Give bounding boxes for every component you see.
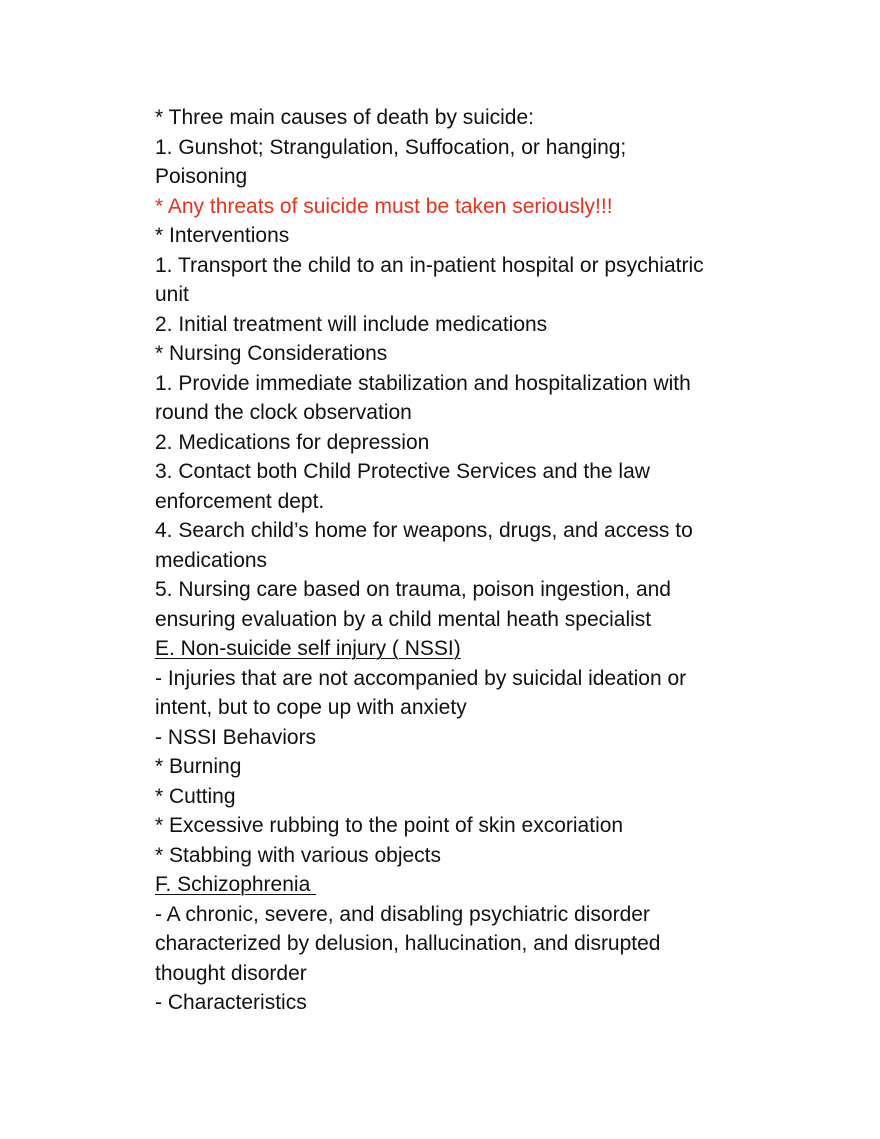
subheading-nssi-behaviors: - NSSI Behaviors (155, 725, 317, 749)
list-item-continuation: ensuring evaluation by a child mental heath specialist (155, 607, 652, 631)
list-item: 2. Initial treatment will include medications (155, 312, 548, 336)
bullet-item: * Cutting (155, 784, 236, 808)
bullet-item: * Stabbing with various objects (155, 843, 441, 867)
section-heading-nssi (155, 634, 795, 664)
definition-text-continuation: characterized by delusion, hallucination, and disrupted (155, 932, 661, 955)
list-item-continuation: medications (155, 548, 268, 572)
list-item: 5. Nursing care based on trauma, poison ingestion, and (155, 578, 671, 601)
notes-body (155, 103, 795, 1018)
definition-text: - Injuries that are not accompanied by suicidal ideation or (155, 666, 687, 690)
section-heading-schizophrenia (155, 870, 795, 900)
list-item-continuation: enforcement dept. (155, 489, 325, 513)
subheading-characteristics: - Characteristics (155, 991, 307, 1014)
list-item: 1. Transport the child to an in-patient hospital or psychiatric (155, 253, 704, 277)
list-item: 1. Provide immediate stabilization and hospitalization with (155, 371, 691, 395)
list-item: 3. Contact both Child Protective Services and the law (155, 460, 650, 483)
section-heading-schizophrenia-text: F. Schizophrenia (155, 873, 317, 896)
list-item-continuation: unit (155, 283, 189, 306)
bullet-nursing-heading: * Nursing Considerations (155, 342, 388, 365)
definition-text-continuation: thought disorder (155, 961, 307, 985)
list-item-continuation: round the clock observation (155, 401, 412, 424)
list-item: 2. Medications for depression (155, 430, 430, 454)
bullet-item: * Burning (155, 755, 242, 778)
warning-text: * Any threats of suicide must be taken seriously!!! (155, 194, 613, 218)
bullet-causes-heading: * Three main causes of death by suicide: (155, 106, 534, 129)
section-heading-nssi-text: E. Non-suicide self injury ( NSSI) (155, 637, 461, 660)
list-item: 4. Search child’s home for weapons, drugs, and access to (155, 519, 693, 542)
bullet-item: * Excessive rubbing to the point of skin excoriation (155, 814, 624, 837)
definition-text: - A chronic, severe, and disabling psychiatric disorder (155, 902, 650, 926)
list-item: 1. Gunshot; Strangulation, Suffocation, or hanging; (155, 135, 627, 159)
definition-text-continuation: intent, but to cope up with anxiety (155, 696, 467, 719)
bullet-interventions-heading: * Interventions (155, 224, 290, 247)
list-item-continuation: Poisoning (155, 165, 248, 188)
